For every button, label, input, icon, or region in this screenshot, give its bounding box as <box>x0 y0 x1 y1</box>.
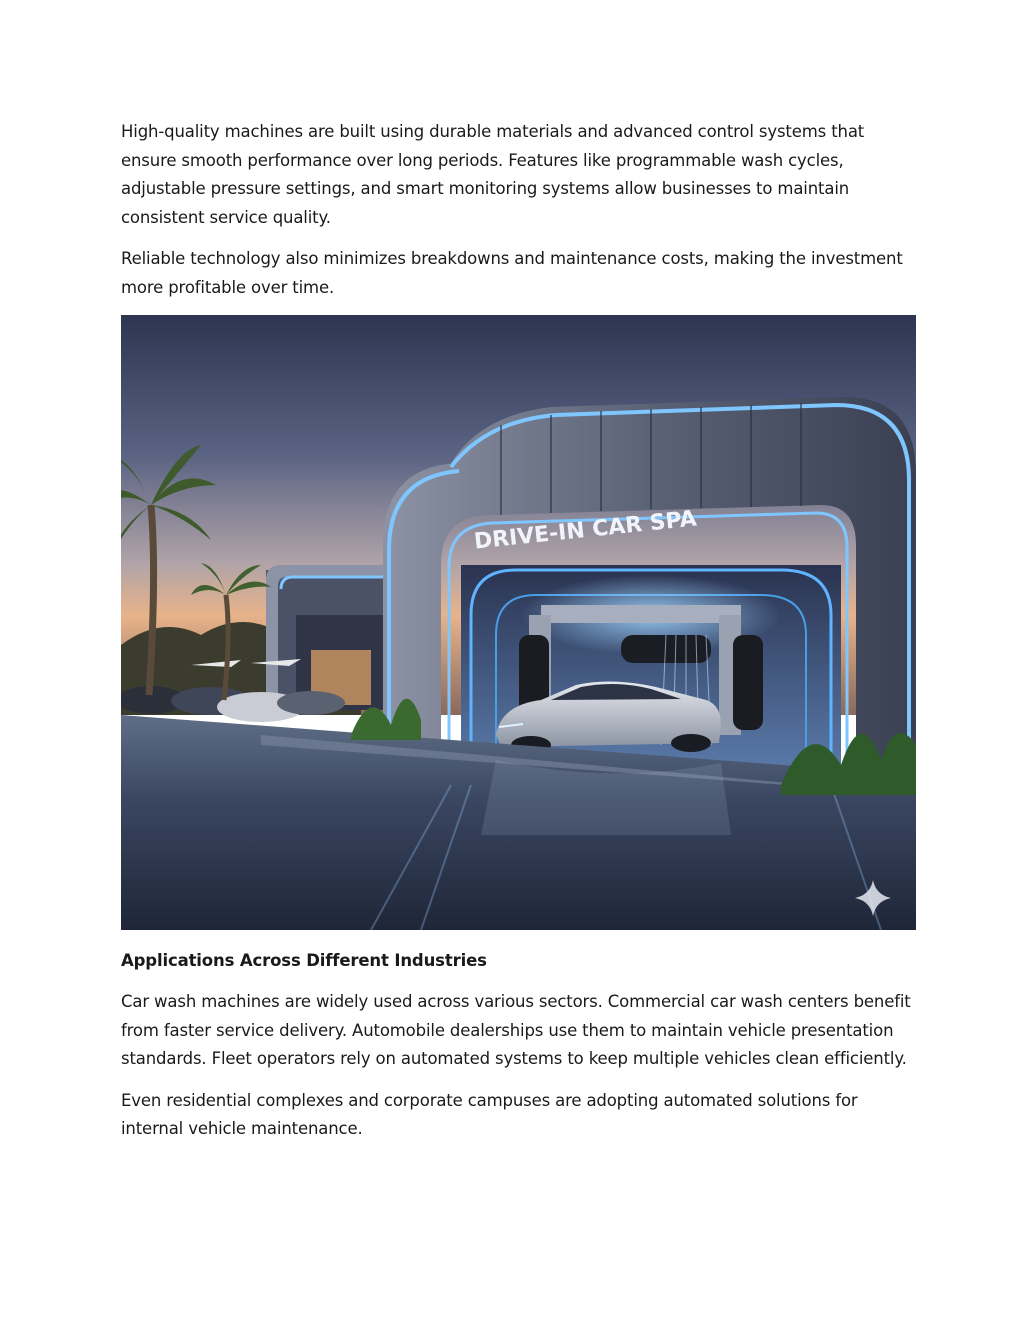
car-wash-illustration <box>121 315 916 930</box>
section-heading: Applications Across Different Industries <box>121 951 487 970</box>
paragraph-reliable-technology: Reliable technology also minimizes breakdowns and maintenance costs, making the investment more profitable over time. <box>121 249 903 297</box>
sign-text: DRIVE-IN CAR SPA <box>472 506 698 555</box>
document-page <box>121 118 916 1157</box>
paragraph-residential: Even residential complexes and corporate campuses are adopting automated solutions for internal vehicle maintenance. <box>121 1090 858 1138</box>
paragraph-machine-quality: High-quality machines are built using durable materials and advanced control systems that ensure smooth performance over long periods. Features like programmable wash cycles, adjustable pressure settings, and smart monitoring systems allow businesses to maintain consistent service quality. <box>121 122 865 227</box>
paragraph-sectors: Car wash machines are widely used across various sectors. Commercial car wash centers benefit from faster service delivery. Automobile dealerships use them to maintain vehicle presentation standards. Fleet operators rely on automated systems to keep multiple vehicles clean efficiently. <box>121 992 911 1068</box>
